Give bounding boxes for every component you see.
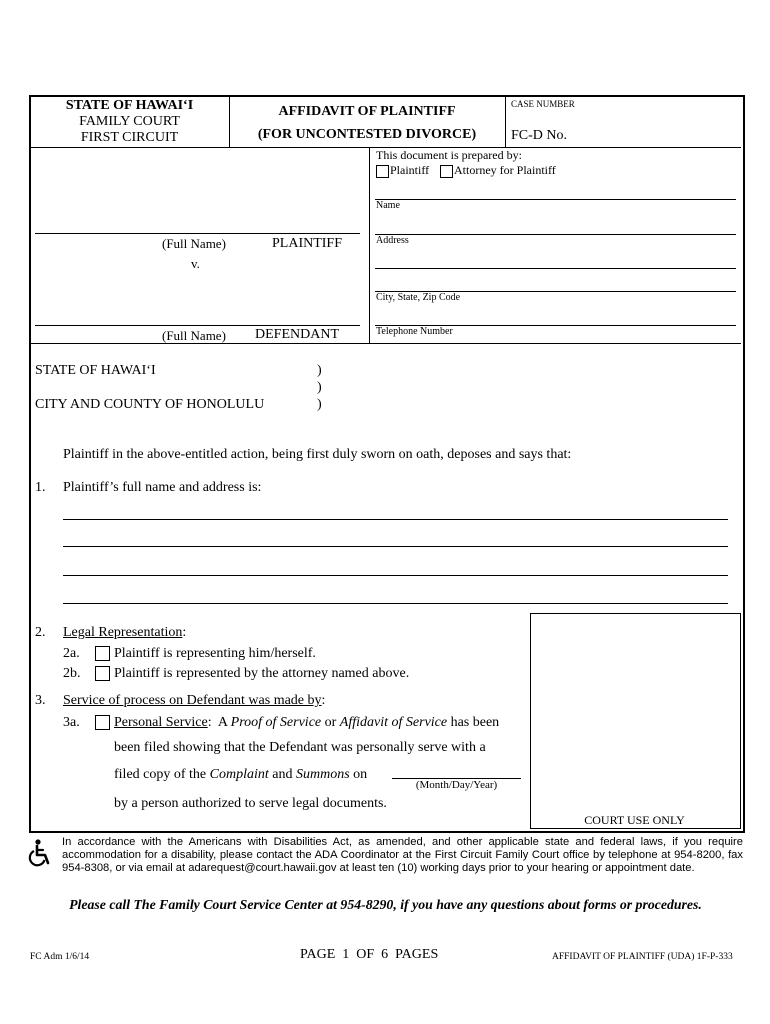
address-entry-line-3[interactable]: [63, 575, 728, 576]
wheelchair-icon: [26, 838, 56, 868]
item-1-text: Plaintiff’s full name and address is:: [63, 480, 262, 495]
form-id: FC Adm 1/6/14: [30, 952, 90, 962]
proof-of-service-text: Proof of Service: [230, 715, 322, 730]
document-title: AFFIDAVIT OF PLAINTIFF: [278, 104, 456, 119]
item-3a-l3-text-3: on: [349, 767, 368, 782]
case-number-field[interactable]: FC-D No.: [511, 128, 568, 143]
prepared-by-plaintiff-label: Plaintiff: [390, 163, 430, 177]
venue-county: CITY AND COUNTY OF HONOLULU: [35, 397, 265, 412]
item-3a-text-1: : A: [207, 715, 231, 730]
phone-label: Telephone Number: [376, 326, 453, 337]
item-2-title-text: Legal Representation: [63, 625, 183, 640]
defendant-label: DEFENDANT: [255, 327, 339, 342]
item-2a-number: 2a.: [63, 646, 80, 661]
item-3a-l3-text-2: and: [268, 767, 296, 782]
complaint-text: Complaint: [209, 767, 269, 782]
address-entry-line-1[interactable]: [63, 519, 728, 520]
item-3a-checkbox[interactable]: [95, 715, 110, 730]
defendant-full-name-label: (Full Name): [162, 328, 226, 343]
item-2a-text: Plaintiff is representing him/herself.: [114, 646, 316, 661]
item-3a-l3-text-1: filed copy of the: [114, 767, 210, 782]
item-3a-line-3: [114, 767, 367, 783]
venue-paren-1: ): [317, 363, 322, 378]
service-center-notice: Please call The Family Court Service Center at 954-8290, if you have any questions about forms or procedures.: [69, 897, 702, 912]
prepared-by-title: This document is prepared by:: [376, 148, 522, 162]
header-divider-2: [505, 96, 506, 147]
item-3a-text-3: has been: [447, 715, 500, 730]
court-use-only-label: COURT USE ONLY: [584, 813, 685, 827]
court-use-only-box: [530, 613, 741, 829]
page-indicator: PAGE 1 OF 6 PAGES: [300, 947, 439, 962]
venue-paren-2: ): [317, 380, 322, 395]
defendant-name-line[interactable]: [35, 325, 360, 326]
item-3a-line-4: by a person authorized to serve legal documents.: [114, 796, 387, 811]
name-line[interactable]: [375, 199, 736, 200]
item-2a-checkbox[interactable]: [95, 646, 110, 661]
item-3-title-text: Service of process on Defendant was made by: [63, 693, 322, 708]
name-label: Name: [376, 200, 400, 211]
item-2-title: [63, 625, 186, 641]
caption-bottom-line: [30, 343, 741, 344]
plaintiff-name-line[interactable]: [35, 233, 360, 234]
court-state: STATE OF HAWAI‘I: [65, 98, 194, 113]
versus-label: v.: [191, 256, 200, 271]
intro-statement: Plaintiff in the above-entitled action, being first duly sworn on oath, deposes and says that:: [63, 447, 572, 462]
item-3-colon: :: [321, 693, 326, 708]
prepared-by-plaintiff-checkbox[interactable]: [376, 165, 389, 178]
item-3a-text-2: or: [321, 715, 340, 730]
item-3a-line-1: [114, 715, 499, 731]
affidavit-of-service-text: Affidavit of Service: [339, 715, 448, 730]
item-2b-text: Plaintiff is represented by the attorney named above.: [114, 666, 410, 681]
document-subtitle: (FOR UNCONTESTED DIVORCE): [257, 127, 477, 142]
item-2b-checkbox[interactable]: [95, 666, 110, 681]
address-line-2[interactable]: [375, 268, 736, 269]
address-line-top[interactable]: [375, 234, 736, 235]
item-3a-line-2: been filed showing that the Defendant was personally serve with a: [114, 740, 486, 755]
item-2b-number: 2b.: [63, 666, 81, 681]
plaintiff-label: PLAINTIFF: [272, 236, 343, 251]
address-label: Address: [376, 235, 409, 246]
court-name: FAMILY COURT: [79, 114, 180, 129]
venue-paren-3: ): [317, 397, 322, 412]
form-code: AFFIDAVIT OF PLAINTIFF (UDA) 1F-P-333: [552, 952, 733, 962]
venue-state: STATE OF HAWAI‘I: [35, 363, 156, 378]
address-entry-line-4[interactable]: [63, 603, 728, 604]
address-entry-line-2[interactable]: [63, 546, 728, 547]
plaintiff-full-name-label: (Full Name): [162, 236, 226, 251]
caption-divider: [369, 148, 370, 343]
item-3a-number: 3a.: [63, 715, 80, 730]
service-date-label: (Month/Day/Year): [415, 779, 498, 791]
city-label: City, State, Zip Code: [376, 292, 461, 303]
case-number-label: CASE NUMBER: [511, 99, 575, 109]
prepared-by-attorney-checkbox[interactable]: [440, 165, 453, 178]
ada-notice: In accordance with the Americans with Disabilities Act, as amended, and other applicable state and federal laws, if you require accommodation for a disability, please contact the ADA Coordinator at the First Circuit Family Court office by telephone at 954-8200, fax 954-8308, or via email at adarequest@court.hawaii.gov at least ten (10) working days prior to your hearing or appointment date.: [62, 836, 743, 874]
item-3-number: 3.: [35, 693, 46, 708]
item-2-number: 2.: [35, 625, 46, 640]
item-1-number: 1.: [35, 480, 46, 495]
summons-text: Summons: [295, 767, 350, 782]
item-3-title: [63, 693, 325, 709]
item-2-colon: :: [182, 625, 187, 640]
prepared-by-attorney-label: Attorney for Plaintiff: [454, 163, 556, 177]
personal-service-title: Personal Service: [114, 715, 208, 730]
court-circuit: FIRST CIRCUIT: [80, 130, 179, 145]
